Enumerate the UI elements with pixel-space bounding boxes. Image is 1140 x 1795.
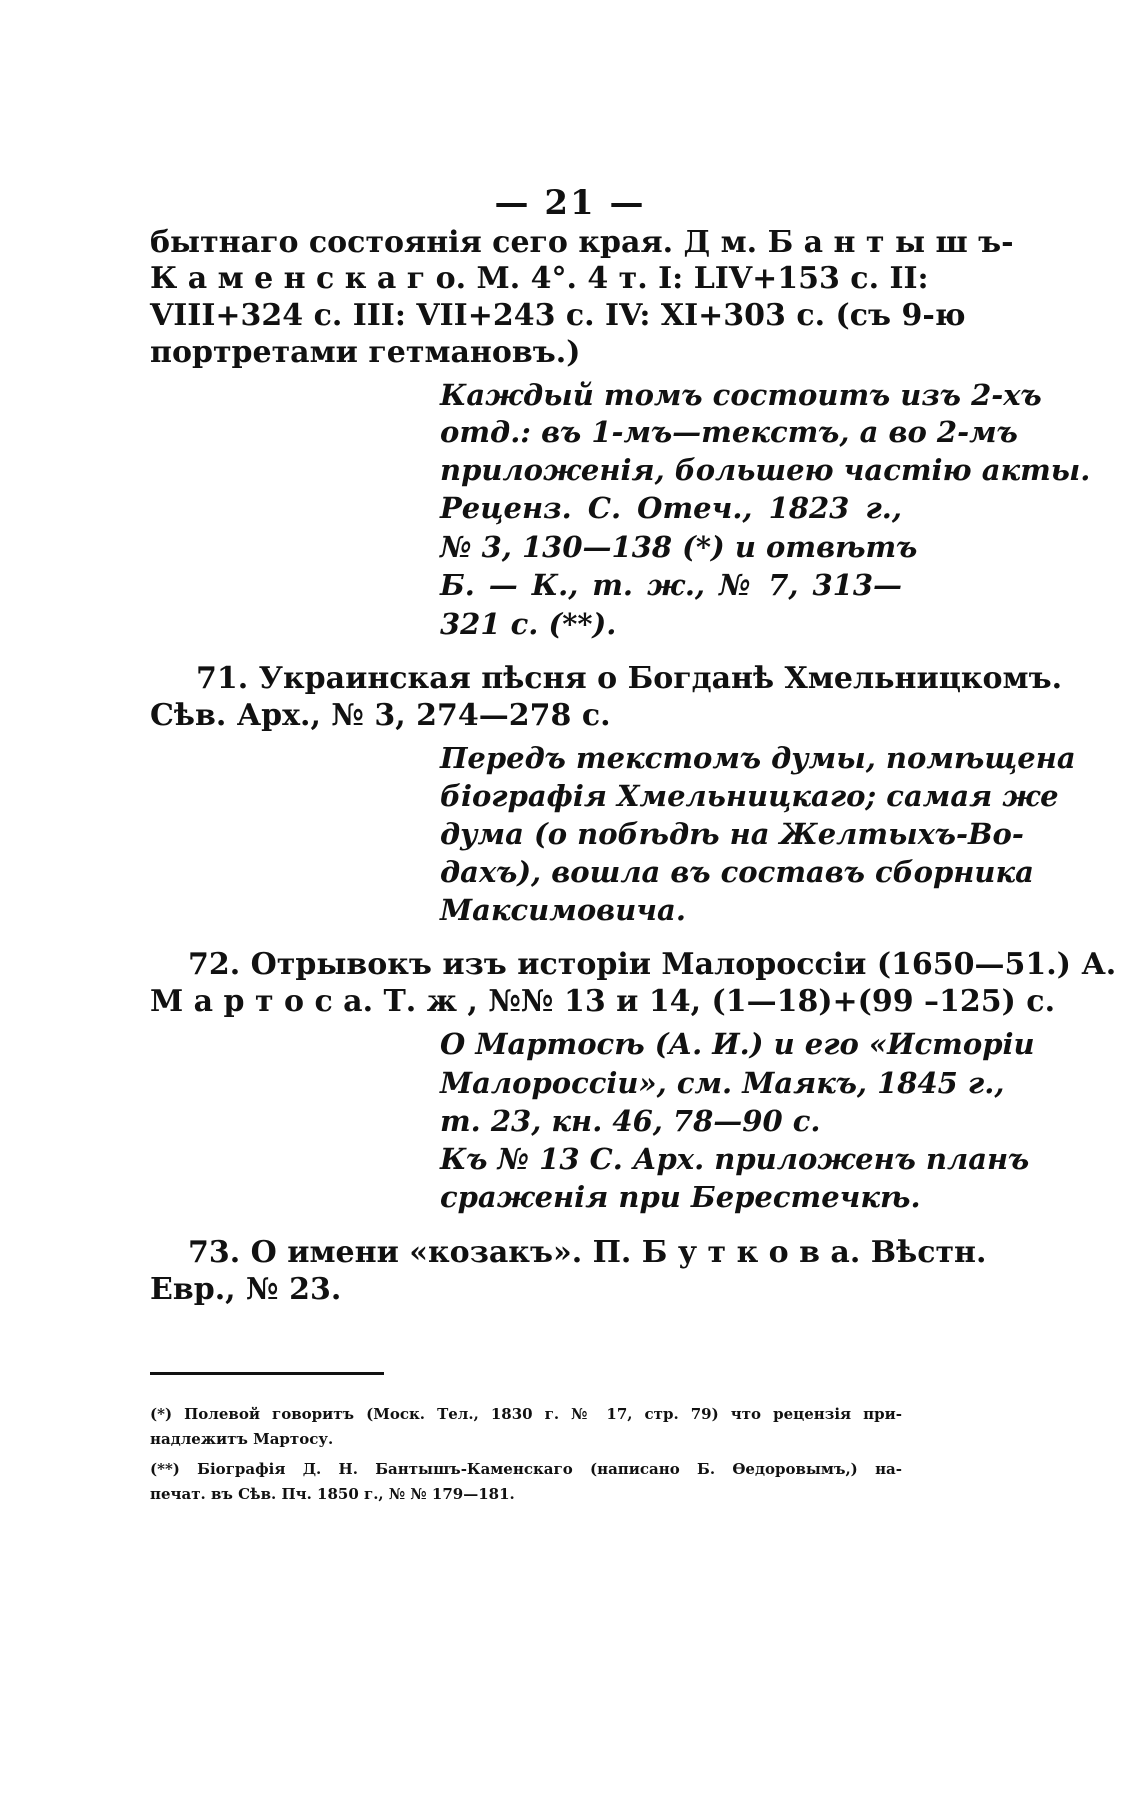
note-line: т. 23, кн. 46, 78—90 с.	[440, 1104, 821, 1138]
entry-line: 73. О имени «козакъ». П. Б у т к о в а. Вѣстн.	[188, 1235, 987, 1270]
entry-line: бытнаго состоянія сего края. Д м. Б а н т ы ш ъ-	[150, 225, 1014, 260]
entry-line: 72. Отрывокъ изъ исторіи Малороссіи (1650—51.) А.	[188, 947, 1117, 982]
note-line: Максимовича.	[440, 893, 686, 927]
note-line: дума (о побѣдѣ на Желтыхъ-Во-	[440, 817, 1024, 851]
note-line: Реценз. С. Отеч., 1823 г.,	[440, 491, 902, 525]
entry-line: 71. Украинская пѣсня о Богданѣ Хмельницкомъ.	[196, 661, 1063, 696]
note-line: Каждый томъ состоитъ изъ 2-хъ	[440, 378, 1042, 412]
note-line: Б. — К., т. ж., № 7, 313—	[440, 568, 902, 602]
footnote-line: (*) Полевой говоритъ (Моск. Тел., 1830 г. № 17, стр. 79) что рецензія при-	[150, 1405, 902, 1423]
entry-line: К а м е н с к а г о. М. 4°. 4 т. I: LIV+153 с. II:	[150, 261, 929, 296]
page-number: — 21 —	[494, 183, 646, 223]
note-line: № 3, 130—138 (*) и отвѣтъ	[440, 530, 918, 564]
note-line: біографія Хмельницкаго; самая же	[440, 779, 1059, 813]
entry-line: М а р т о с а. Т. ж , №№ 13 и 14, (1—18)+(99 –125) с.	[150, 984, 1056, 1019]
note-line: отд.: въ 1-мъ—текстъ, а во 2-мъ	[440, 415, 1018, 449]
note-line: 321 с. (**).	[440, 607, 617, 641]
entry-line: портретами гетмановъ.)	[150, 335, 581, 370]
footnote-line: (**) Біографія Д. Н. Бантышъ-Каменскаго (написано Б. Ѳедоровымъ,) на-	[150, 1460, 902, 1478]
note-line: Къ № 13 С. Арх. приложенъ планъ	[440, 1142, 1030, 1176]
entry-line: VIII+324 с. III: VII+243 с. IV: XI+303 с. (съ 9-ю	[150, 298, 966, 333]
note-line: Передъ текстомъ думы, помѣщена	[440, 741, 1076, 775]
entry-line: Сѣв. Арх., № 3, 274—278 с.	[150, 698, 611, 733]
note-line: О Мартосѣ (А. И.) и его «Исторіи	[440, 1027, 1035, 1061]
note-line: сраженія при Берестечкѣ.	[440, 1180, 921, 1214]
note-line: дахъ), вошла въ составъ сборника	[440, 855, 1034, 889]
footnote-line: надлежитъ Мартосу.	[150, 1430, 334, 1448]
footnote-divider	[150, 1372, 384, 1375]
note-line: приложенія, большею частію акты.	[440, 453, 1091, 487]
note-line: Малороссіи», см. Маякъ, 1845 г.,	[440, 1066, 1005, 1100]
footnote-line: печат. въ Сѣв. Пч. 1850 г., № № 179—181.	[150, 1485, 515, 1503]
entry-line: Евр., № 23.	[150, 1272, 342, 1307]
